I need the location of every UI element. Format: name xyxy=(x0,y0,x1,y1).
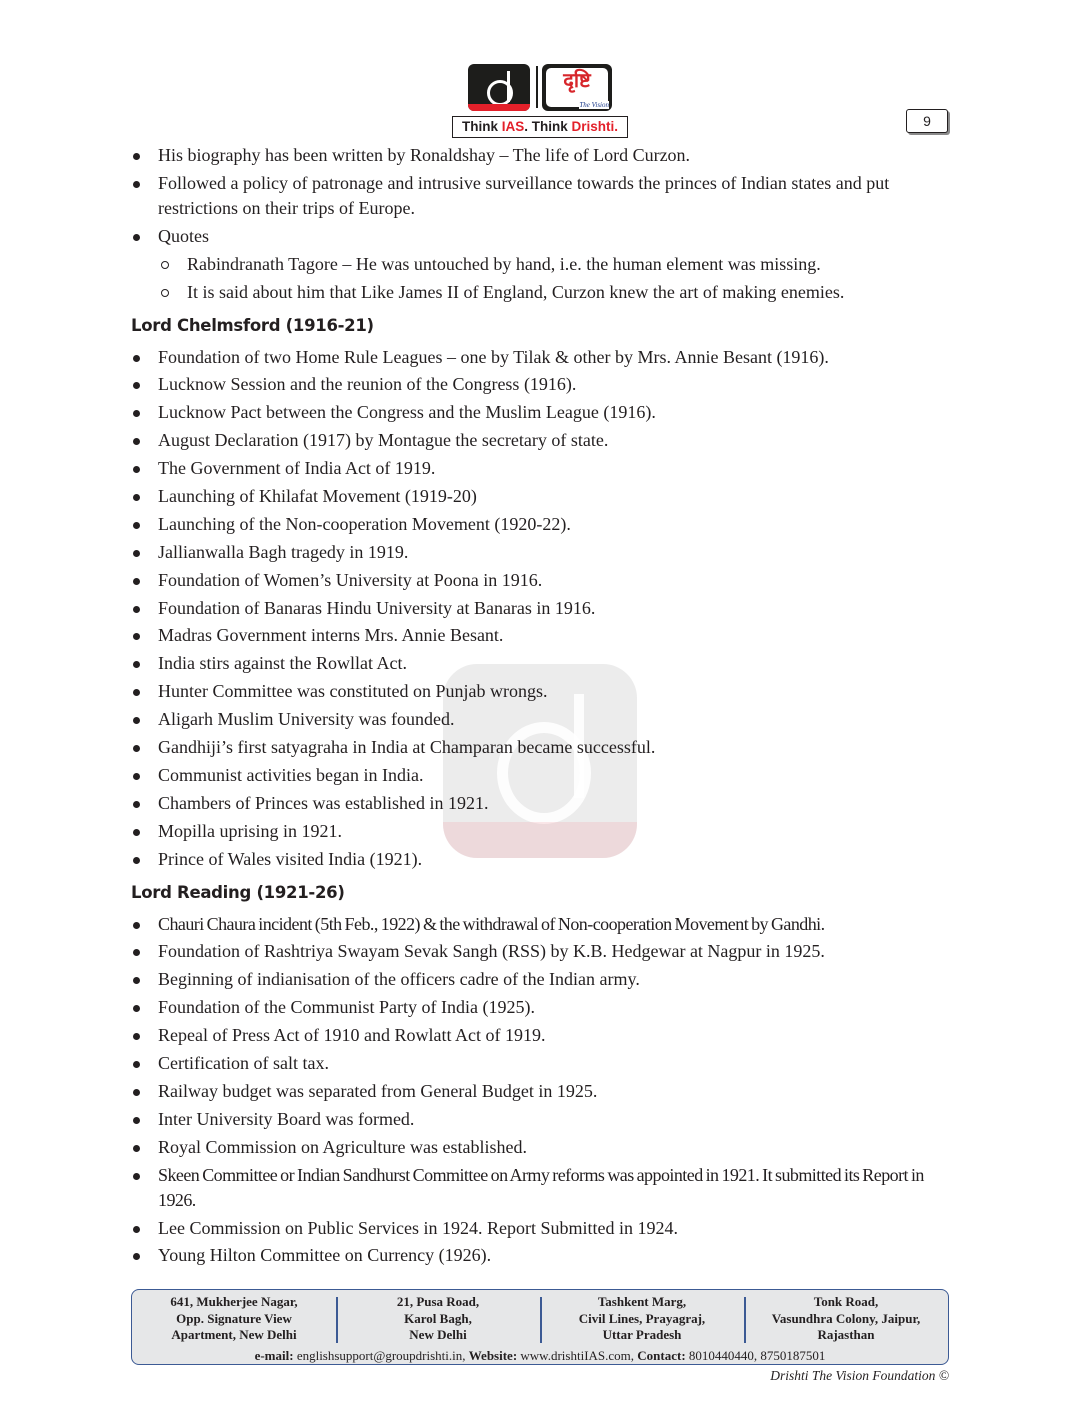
address-column xyxy=(132,1294,336,1348)
list-item: Beginning of indianisation of the officers cadre of the Indian army. xyxy=(131,967,951,992)
list-item: Madras Government interns Mrs. Annie Besant. xyxy=(131,623,951,648)
footer-contact-line xyxy=(132,1348,948,1364)
address-line: Tashkent Marg, xyxy=(597,1294,687,1309)
list-item: August Declaration (1917) by Montague the secretary of state. xyxy=(131,428,951,453)
list-item: Lucknow Session and the reunion of the Congress (1916). xyxy=(131,372,951,397)
list-item: Lucknow Pact between the Congress and the Muslim League (1916). xyxy=(131,400,951,425)
list-item: Quotes xyxy=(131,224,951,249)
list-item: Repeal of Press Act of 1910 and Rowlatt Act of 1919. xyxy=(131,1023,951,1048)
list-item: Royal Commission on Agriculture was established. xyxy=(131,1135,951,1160)
tagline-period: . xyxy=(614,119,619,134)
page-number: 9 xyxy=(906,109,948,133)
section-heading-reading: Lord Reading (1921-26) xyxy=(131,882,345,902)
address-line: Opp. Signature View xyxy=(176,1310,292,1326)
footer-address-box xyxy=(131,1289,949,1365)
address-line: Civil Lines, Prayagraj, xyxy=(578,1310,706,1326)
drishti-wordmark xyxy=(542,64,612,111)
list-item: Foundation of Women’s University at Poona in 1916. xyxy=(131,568,951,593)
quote-item: It is said about him that Like James II of England, Curzon knew the art of making enemies. xyxy=(131,280,951,305)
logo-tagline xyxy=(452,116,628,138)
list-item: Foundation of Rashtriya Swayam Sevak Sangh (RSS) by K.B. Hedgewar at Nagpur in 1925. xyxy=(131,939,951,964)
address-line: Rajasthan xyxy=(817,1327,875,1342)
address-line: Tonk Road, xyxy=(813,1294,879,1309)
list-item: Launching of Khilafat Movement (1919-20) xyxy=(131,484,951,509)
tagline-think-1: Think xyxy=(461,119,502,134)
quote-item: Rabindranath Tagore – He was untouched by hand, i.e. the human element was missing. xyxy=(131,252,951,277)
website-link[interactable]: www.drishtiIAS.com, xyxy=(520,1348,635,1363)
address-line: Apartment, New Delhi xyxy=(171,1327,297,1342)
list-item: Young Hilton Committee on Currency (1926). xyxy=(131,1243,951,1268)
list-item: Chambers of Princes was established in 1921. xyxy=(131,791,951,816)
list-item: Communist activities began in India. xyxy=(131,763,951,788)
email-label: e-mail: xyxy=(254,1348,294,1363)
list-item: India stirs against the Rowllat Act. xyxy=(131,651,951,676)
footer-addresses xyxy=(132,1290,948,1348)
logo-divider xyxy=(536,66,538,108)
website-label: Website: xyxy=(468,1348,518,1363)
address-line: New Delhi xyxy=(409,1327,467,1342)
list-item: Gandhiji’s first satyagraha in India at Champaran became successful. xyxy=(131,735,951,760)
address-line: 21, Pusa Road, xyxy=(396,1294,480,1309)
address-column xyxy=(744,1294,948,1348)
list-item: Lee Commission on Public Services in 1924. Report Submitted in 1924. xyxy=(131,1216,951,1241)
list-item: Foundation of the Communist Party of India (1925). xyxy=(131,995,951,1020)
tagline-ias: IAS xyxy=(501,119,525,134)
list-item: Inter University Board was formed. xyxy=(131,1107,951,1132)
section-heading-chelmsford: Lord Chelmsford (1916-21) xyxy=(131,315,374,335)
list-item: His biography has been written by Ronaldshay – The life of Lord Curzon. xyxy=(131,143,951,168)
list-item: Foundation of two Home Rule Leagues – one by Tilak & other by Mrs. Annie Besant (1916). xyxy=(131,345,951,370)
drishti-hindi-text: दृष्टि xyxy=(546,68,608,107)
contact-numbers: 8010440440, 8750187501 xyxy=(688,1348,826,1363)
list-item: Railway budget was separated from General Budget in 1925. xyxy=(131,1079,951,1104)
tagline-drishti: Drishti xyxy=(571,119,615,134)
address-column xyxy=(540,1294,744,1348)
list-item: Aligarh Muslim University was founded. xyxy=(131,707,951,732)
tagline-think-2: . Think xyxy=(524,119,572,134)
email-link[interactable]: englishsupport@groupdrishti.in, xyxy=(296,1348,466,1363)
list-item: Mopilla uprising in 1921. xyxy=(131,819,951,844)
list-item: The Government of India Act of 1919. xyxy=(131,456,951,481)
address-line: Uttar Pradesh xyxy=(602,1327,682,1342)
contact-label: Contact: xyxy=(637,1348,686,1363)
list-item: Jallianwalla Bagh tragedy in 1919. xyxy=(131,540,951,565)
drishti-logo xyxy=(452,62,628,138)
list-item: Skeen Committee or Indian Sandhurst Committee on Army reforms was appointed in 1921. It submitted its Report in 1926. xyxy=(131,1163,951,1213)
list-item: Followed a policy of patronage and intrusive surveillance towards the princes of Indian states and put restrictions on their trips of Europe. xyxy=(131,171,951,221)
list-item: Certification of salt tax. xyxy=(131,1051,951,1076)
list-item: Chauri Chaura incident (5th Feb., 1922) & the withdrawal of Non-cooperation Movement by Gandhi. xyxy=(131,912,951,937)
reading-list xyxy=(131,912,951,1269)
page-content xyxy=(131,143,951,1271)
address-line: 641, Mukherjee Nagar, xyxy=(170,1294,298,1309)
chelmsford-list xyxy=(131,345,951,872)
d-logo-icon xyxy=(468,64,530,111)
address-line: Karol Bagh, xyxy=(404,1310,472,1326)
the-vision-text: The Vision xyxy=(579,101,609,109)
list-item: Prince of Wales visited India (1921). xyxy=(131,847,951,872)
address-line: Vasundhra Colony, Jaipur, xyxy=(771,1310,921,1326)
list-item: Foundation of Banaras Hindu University at Banaras in 1916. xyxy=(131,596,951,621)
copyright-text: Drishti The Vision Foundation © xyxy=(770,1368,949,1383)
address-column xyxy=(336,1294,540,1348)
list-item: Hunter Committee was constituted on Punjab wrongs. xyxy=(131,679,951,704)
list-item: Launching of the Non-cooperation Movement (1920-22). xyxy=(131,512,951,537)
